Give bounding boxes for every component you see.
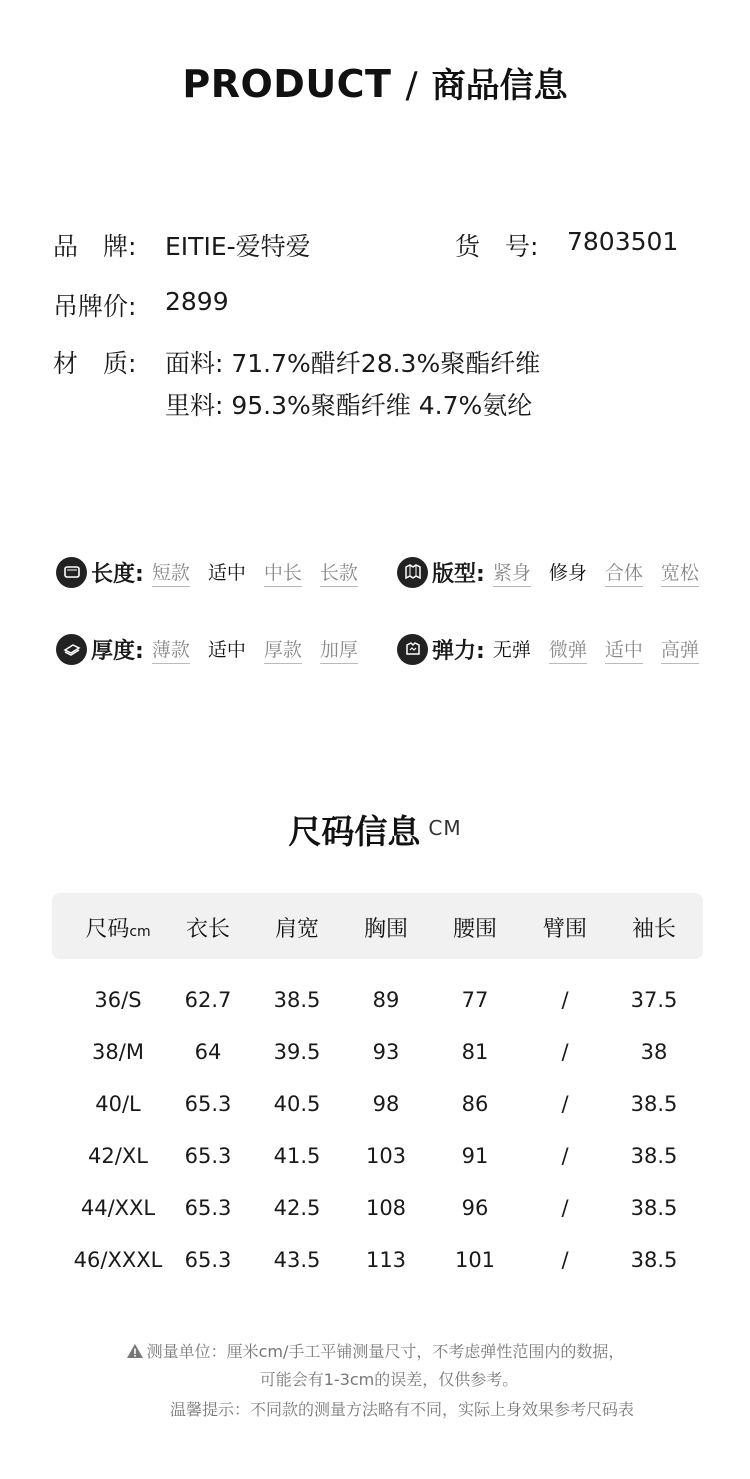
attr-length-option: 长款 xyxy=(320,558,358,587)
cell-length: 65.3 xyxy=(184,1144,232,1168)
attr-length-option: 中长 xyxy=(264,558,302,587)
cell-chest: 93 xyxy=(372,1040,400,1064)
cell-shoulder: 38.5 xyxy=(273,988,321,1012)
cell-size: 38/M xyxy=(92,1040,144,1064)
attr-length-option-selected: 适中 xyxy=(207,561,246,584)
cell-shoulder: 42.5 xyxy=(273,1196,321,1220)
cell-arm: / xyxy=(561,1092,569,1116)
page-header xyxy=(0,58,750,107)
note-line-2: 可能会有1-3cm的误差，仅供参考。 xyxy=(259,1370,519,1389)
cell-waist: 101 xyxy=(454,1248,496,1272)
cell-arm: / xyxy=(561,1196,569,1220)
attr-elasticity-option: 微弹 xyxy=(549,635,587,664)
attr-thickness-option: 加厚 xyxy=(320,635,358,664)
cell-length: 65.3 xyxy=(184,1248,232,1272)
cell-waist: 77 xyxy=(461,988,489,1012)
table-row xyxy=(52,1040,703,1070)
cell-size: 44/XXL xyxy=(80,1196,156,1220)
sku-label: 货 号: xyxy=(455,232,539,261)
note-line-1: 测量单位：厘米cm/手工平铺测量尺寸，不考虑弹性范围内的数据， xyxy=(0,1339,750,1362)
cell-chest: 108 xyxy=(365,1196,407,1220)
cell-chest: 103 xyxy=(365,1144,407,1168)
table-row xyxy=(52,1092,703,1122)
size-title-text: 尺码信息 xyxy=(288,812,421,851)
header-shoulder: 肩宽 xyxy=(274,917,319,942)
attr-fit-option-selected: 修身 xyxy=(548,561,587,584)
header-separator: / xyxy=(405,65,418,106)
attr-fit-name: 版型: xyxy=(432,561,485,587)
attr-fit-option: 宽松 xyxy=(661,558,699,587)
elasticity-icon xyxy=(397,634,428,665)
attr-fit-option: 合体 xyxy=(605,558,643,587)
cell-arm: / xyxy=(561,988,569,1012)
cell-arm: / xyxy=(561,1144,569,1168)
attr-elasticity xyxy=(397,632,717,666)
brand-label: 品 牌: xyxy=(53,232,137,261)
cell-size: 36/S xyxy=(94,988,142,1012)
header-chest: 胸围 xyxy=(363,917,408,942)
attr-elasticity-name: 弹力: xyxy=(432,638,485,664)
cell-sleeve: 38.5 xyxy=(630,1248,678,1272)
cell-length: 62.7 xyxy=(184,988,232,1012)
header-size: 尺码cm xyxy=(85,917,151,942)
cell-waist: 81 xyxy=(461,1040,489,1064)
attr-fit-option: 紧身 xyxy=(493,558,531,587)
cell-sleeve: 38.5 xyxy=(630,1092,678,1116)
cell-sleeve: 38.5 xyxy=(630,1196,678,1220)
attr-length-option: 短款 xyxy=(152,558,190,587)
size-title-unit: CM xyxy=(428,816,462,840)
header-chinese: 商品信息 xyxy=(431,66,568,106)
cell-shoulder: 40.5 xyxy=(273,1092,321,1116)
material-lining: 里料: 95.3%聚酯纤维 4.7%氨纶 xyxy=(165,391,533,420)
cell-size: 42/XL xyxy=(88,1144,148,1168)
warning-icon xyxy=(126,1343,144,1359)
cell-size: 40/L xyxy=(95,1092,141,1116)
cell-chest: 98 xyxy=(372,1092,400,1116)
note-line-3: 温馨提示：不同款的测量方法略有不同，实际上身效果参考尺码表 xyxy=(169,1400,634,1419)
cell-arm: / xyxy=(561,1248,569,1272)
attr-elasticity-option-selected: 无弹 xyxy=(492,638,531,661)
cell-shoulder: 39.5 xyxy=(273,1040,321,1064)
cell-sleeve: 37.5 xyxy=(630,988,678,1012)
size-title xyxy=(0,806,750,853)
attr-length xyxy=(56,555,376,589)
cell-waist: 96 xyxy=(461,1196,489,1220)
cell-shoulder: 41.5 xyxy=(273,1144,321,1168)
cell-arm: / xyxy=(561,1040,569,1064)
length-icon xyxy=(56,557,87,588)
attr-thickness-option-selected: 适中 xyxy=(207,638,246,661)
cell-size: 46/XXXL xyxy=(73,1248,163,1272)
attr-length-name: 长度: xyxy=(91,561,144,587)
brand-value: EITIE-爱特爱 xyxy=(165,232,311,261)
table-row xyxy=(52,1248,703,1278)
cell-length: 64 xyxy=(194,1040,222,1064)
attr-thickness-option: 厚款 xyxy=(264,635,302,664)
attr-fit xyxy=(397,555,717,589)
cell-sleeve: 38 xyxy=(640,1040,668,1064)
cell-length: 65.3 xyxy=(184,1092,232,1116)
header-sleeve: 袖长 xyxy=(631,917,676,942)
table-row xyxy=(52,988,703,1018)
price-value: 2899 xyxy=(165,287,229,316)
attr-elasticity-option: 高弹 xyxy=(661,635,699,664)
attr-elasticity-option: 适中 xyxy=(605,635,643,664)
cell-length: 65.3 xyxy=(184,1196,232,1220)
sku-value: 7803501 xyxy=(567,227,679,256)
size-table-header xyxy=(52,893,703,959)
table-row xyxy=(52,1144,703,1174)
material-label: 材 质: xyxy=(53,349,137,378)
cell-sleeve: 38.5 xyxy=(630,1144,678,1168)
price-label: 吊牌价: xyxy=(53,292,137,321)
table-row xyxy=(52,1196,703,1226)
attr-thickness-option: 薄款 xyxy=(152,635,190,664)
header-english: PRODUCT xyxy=(182,62,392,106)
cell-chest: 113 xyxy=(365,1248,407,1272)
attr-thickness-name: 厚度: xyxy=(91,638,144,664)
cell-chest: 89 xyxy=(372,988,400,1012)
header-waist: 腰围 xyxy=(452,917,497,942)
header-arm: 臂围 xyxy=(542,917,587,942)
header-length: 衣长 xyxy=(185,917,230,942)
cell-shoulder: 43.5 xyxy=(273,1248,321,1272)
attr-thickness xyxy=(56,632,376,666)
cell-waist: 86 xyxy=(461,1092,489,1116)
thickness-icon xyxy=(56,634,87,665)
fit-icon xyxy=(397,557,428,588)
header-size-unit: cm xyxy=(129,924,151,940)
material-outer: 面料: 71.7%醋纤28.3%聚酯纤维 xyxy=(165,349,541,378)
cell-waist: 91 xyxy=(461,1144,489,1168)
